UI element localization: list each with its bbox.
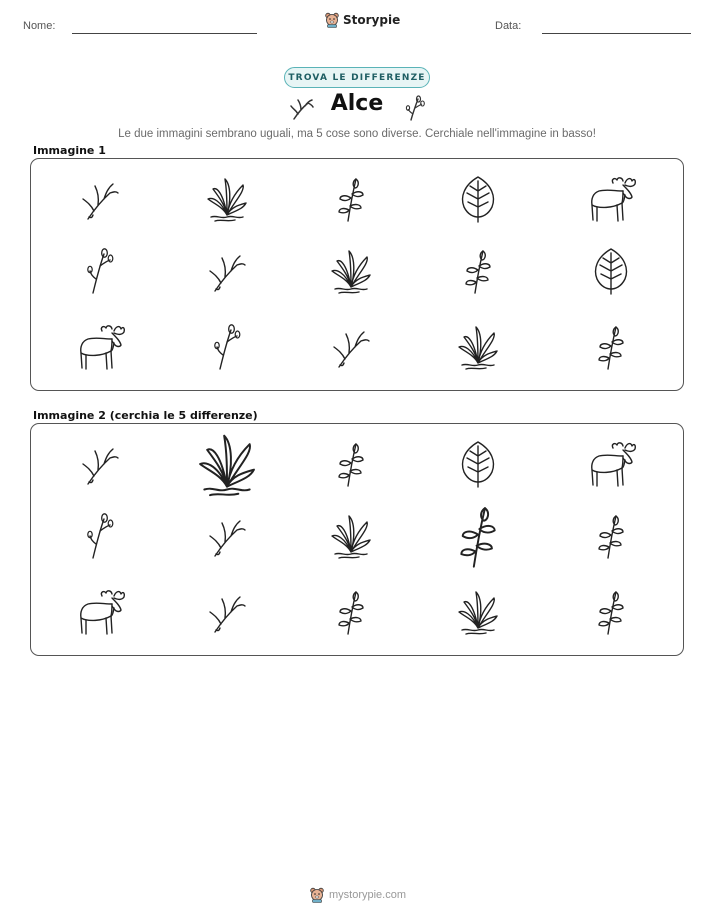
activity-badge: TROVA LE DIFFERENZE <box>284 67 430 88</box>
moose-icon[interactable] <box>60 572 140 652</box>
image-1-panel <box>30 158 684 391</box>
date-label: Data: <box>495 20 522 32</box>
brand-logo <box>325 12 400 28</box>
antler-icon[interactable] <box>187 496 267 576</box>
plant-icon[interactable] <box>311 496 391 576</box>
moose-icon <box>60 307 140 387</box>
leafy-branch-icon <box>311 159 391 239</box>
antler-icon <box>60 159 140 239</box>
date-line[interactable] <box>542 33 691 34</box>
antler-icon[interactable] <box>60 424 140 504</box>
plant-icon <box>438 307 518 387</box>
leafy-branch-icon <box>438 231 518 311</box>
twig-icon <box>403 95 429 121</box>
bear-icon <box>325 12 339 28</box>
leafy-branch-icon <box>571 307 651 387</box>
antler-icon[interactable] <box>187 572 267 652</box>
bear-icon <box>310 887 324 903</box>
brand-name: Storypie <box>343 13 401 27</box>
leafy-branch-icon[interactable] <box>571 572 651 652</box>
panel-1-label: Immagine 1 <box>33 144 106 157</box>
leaf-icon <box>571 231 651 311</box>
page-title: Alce <box>330 91 384 116</box>
footer <box>310 887 406 903</box>
leafy-branch-icon[interactable] <box>311 572 391 652</box>
name-line[interactable] <box>72 33 257 34</box>
twig-icon[interactable] <box>60 496 140 576</box>
plant-icon <box>311 231 391 311</box>
image-2-panel[interactable] <box>30 423 684 656</box>
plant-icon[interactable] <box>438 572 518 652</box>
moose-icon[interactable] <box>571 424 651 504</box>
name-label: Nome: <box>23 20 56 32</box>
large-leafy-branch-icon[interactable] <box>438 496 518 576</box>
leafy-branch-icon[interactable] <box>311 424 391 504</box>
twig-icon <box>187 307 267 387</box>
footer-site: mystorypie.com <box>329 889 407 901</box>
leafy-branch-icon[interactable] <box>571 496 651 576</box>
instructions-text: Le due immagini sembrano uguali, ma 5 cose sono diverse. Cerchiale nell'immagine in basso! <box>118 128 596 140</box>
antler-icon <box>187 231 267 311</box>
leaf-icon[interactable] <box>438 424 518 504</box>
panel-2-label: Immagine 2 (cerchia le 5 differenze) <box>33 409 258 422</box>
large-plant-icon[interactable] <box>187 424 267 504</box>
antler-icon <box>311 307 391 387</box>
plant-icon <box>187 159 267 239</box>
leaf-icon <box>438 159 518 239</box>
twig-icon <box>60 231 140 311</box>
moose-icon <box>571 159 651 239</box>
